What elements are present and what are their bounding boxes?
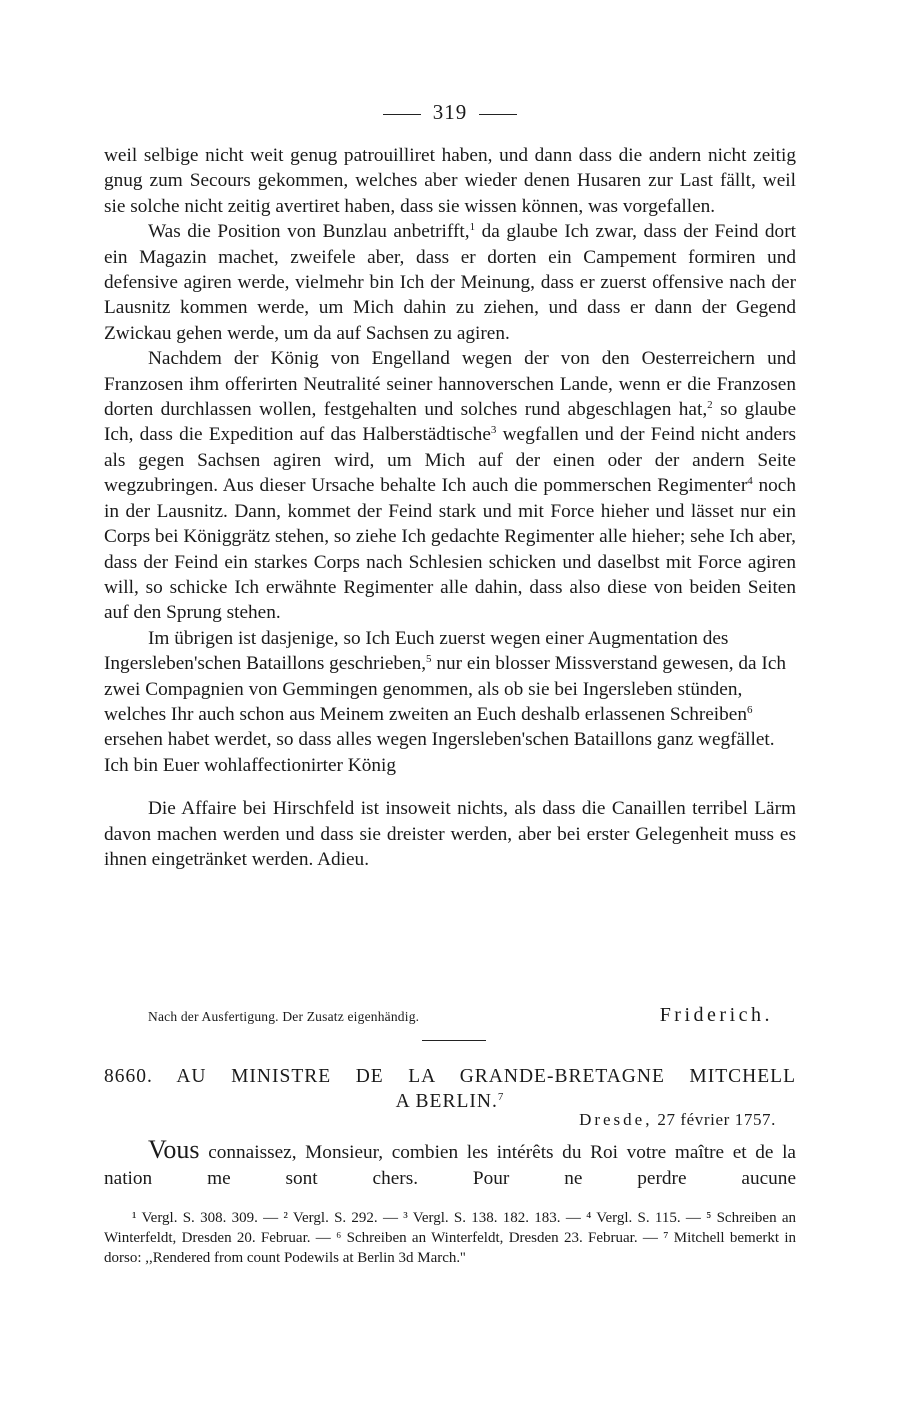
source-note: Nach der Ausfertigung. Der Zusatz eigenhändig. <box>148 1009 420 1024</box>
footnote-ref: 4 <box>747 475 753 488</box>
page-number: 319 <box>432 100 468 124</box>
document-heading <box>104 1064 796 1114</box>
paragraph-bunzlau <box>104 219 796 346</box>
dash-left <box>383 114 421 115</box>
footnote-ref: 6 <box>747 703 753 716</box>
footnote-ref: 2 <box>707 399 713 412</box>
letter-opening <box>104 1137 796 1191</box>
footnote-ref: 1 <box>469 221 476 234</box>
opening-first-word: Vous <box>148 1135 200 1164</box>
signature: Friderich. <box>659 1004 773 1026</box>
footnote-block: ¹ Vergl. S. 308. 309. — ² Vergl. S. 292. — ³ Vergl. S. 138. 182. 183. — ⁴ Vergl. S. 115. — ⁵ Schreiben an Winterfeldt, Dresden 20. Februar. — ⁶ Schreiben an Winterfeldt, Dresden 23. Februar. — ⁷ Mitchell bemerkt in dorso: ,,Rendered from count Podewils at Berlin 3d March.'' <box>104 1210 796 1266</box>
paragraph-text: nur ein blosser Missverstand gewesen, da Ich zwei Compagnien von Gemmingen genommen, als ob sie bei Ingersleben stünden, welches Ihr auch schon aus Meinem zweiten an Euch deshalb erlassenen Schreiben <box>104 653 787 725</box>
footnote-ref: 7 <box>497 1091 505 1103</box>
paragraph-text: wegfallen und der Feind nicht anders als gegen Sachsen agiren wird, um Mich auf der einen oder der andern Seite wegzubringen. Aus dieser Ursache behalte Ich auch die pommerschen Regimenter <box>104 424 797 497</box>
date: 27 février 1757. <box>657 1110 776 1129</box>
paragraph-text: Im übrigen ist dasjenige, so Ich Euch zuerst wegen einer Augmentation des Ingersleben'schen Bataillons geschrieben, <box>104 627 729 675</box>
paragraph-engelland <box>104 346 796 625</box>
paragraph-continuation: weil selbige nicht weit genug patrouilliret haben, und dann dass die andern nicht zeitig gnug zum Secours gekommen, welches aber wieder denen Husaren zur Last fällt, weil sie solche nicht zeitig avertiret haben, dass sie wissen können, was vorgefallen. <box>104 145 796 217</box>
page-number-row <box>0 100 900 125</box>
opening-text: connaissez, Monsieur, combien les intérêts du Roi votre maître et de la nation me sont chers. Pour ne perdre aucune <box>104 1142 796 1189</box>
paragraph-gap <box>104 778 796 796</box>
footnote-ref: 5 <box>426 653 432 666</box>
heading-line-1: 8660. AU MINISTRE DE LA GRANDE-BRETAGNE MITCHELL <box>104 1066 796 1087</box>
paragraph-text: Nachdem der König von Engelland wegen der von den Oesterreichern und Franzosen ihm offerirten Neutralité seiner hannoverschen Lande, wenn er die Franzosen dorten durchlassen wollen, festgehalten und solches rund abgeschlagen hat, <box>104 348 796 421</box>
paragraph-text: Was die Position von Bunzlau anbetrifft, <box>148 221 470 243</box>
date-place: Dresde, <box>579 1110 653 1129</box>
paragraph-text: so glaube Ich, dass die Expedition auf das Halberstädtische <box>104 399 796 446</box>
paragraph-postscript: Die Affaire bei Hirschfeld ist insoweit nichts, als dass die Canaillen terribel Lärm davon machen werden und dass sie dreister werden, aber bei erster Gelegenheit muss es ihnen eingetränket werden. Adieu. <box>104 798 796 870</box>
dash-right <box>479 114 517 115</box>
footnote-ref: 3 <box>490 424 497 437</box>
paragraph-text: ersehen habet werdet, so dass alles wegen Ingersleben'schen Bataillons ganz wegfället. Ich bin Euer wohlaffectionirter König <box>104 729 775 776</box>
section-divider <box>422 1040 486 1041</box>
paragraph-text: noch in der Lausnitz. Dann, kommet der Feind stark und mit Force hieher und lässet nur ein Corps bei Königgrätz stehen, so ziehe Ich gedachte Regimenter alle hieher; sehe Ich aber, dass der Feind ein starkes Corps nach Schlesien schicken und daselbst mit Force agiren will, so schicke Ich erwähnte Regimenter alle dahin, dass also diese von beiden Seiten auf den Sprung stehen. <box>104 475 796 624</box>
opening-paragraph <box>104 1137 796 1191</box>
heading-line-2-text: A BERLIN. <box>395 1091 498 1112</box>
footnotes <box>104 1208 796 1268</box>
paragraph-text: da glaube Ich zwar, dass der Feind dort ein Magazin machet, zweifele aber, dass er dorten ein Campement formiren und defensive agiren werde, vielmehr bin Ich der Meinung, dass er zuerst offensive nach der Lausnitz kommen werde, um Mich dahin zu ziehen, und dass er dann der Gegend Zwickau gehen werde, um da auf Sachsen zu agiren. <box>104 221 796 344</box>
dateline <box>579 1110 776 1130</box>
letter-body <box>104 143 796 872</box>
paragraph-augmentation <box>104 626 796 778</box>
source-row <box>148 1004 773 1027</box>
